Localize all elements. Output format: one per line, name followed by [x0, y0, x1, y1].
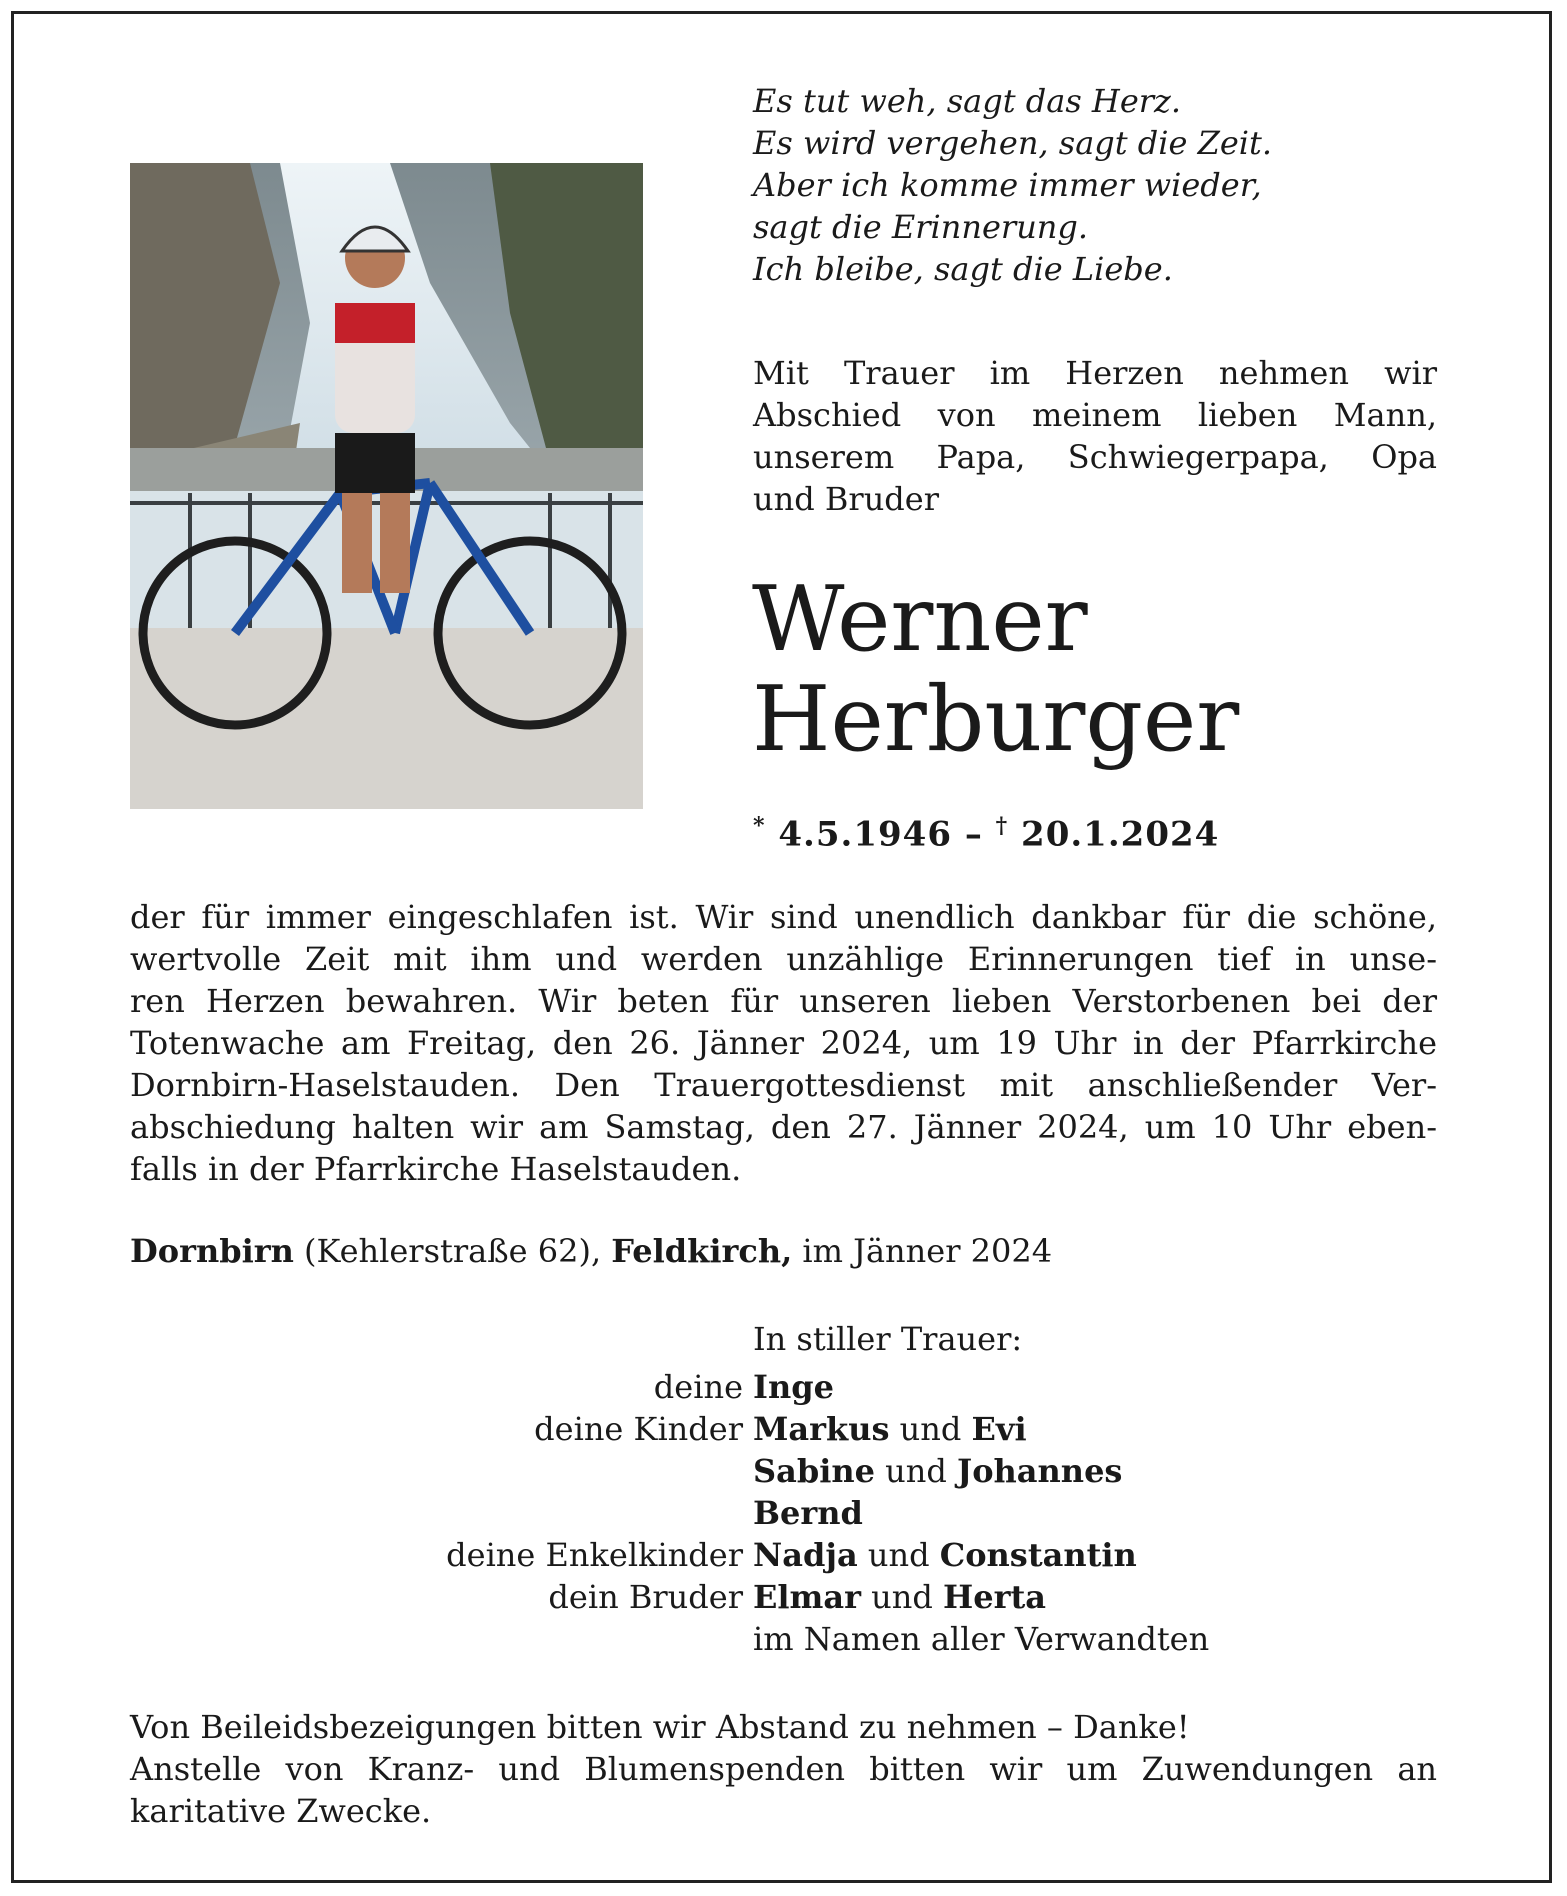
last-name: Herburger [752, 667, 1240, 772]
mourner-row [130, 1576, 1440, 1618]
death-mark: † [995, 813, 1009, 839]
body-line: abschiedung halten wir am Samstag, den 27. Jänner 2024, um 10 Uhr eben- [130, 1108, 1437, 1146]
mourner-names [753, 1576, 1046, 1618]
mourners-footer: im Namen aller Verwandten [753, 1620, 1210, 1658]
mourner-row [130, 1366, 1440, 1408]
mourner-row [130, 1450, 1440, 1492]
deceased-name [752, 567, 1240, 772]
poem-line: Es wird vergehen, sagt die Zeit. [753, 124, 1273, 162]
body-line: wertvolle Zeit mit ihm und werden unzählige Erinnerungen tief in unse- [130, 940, 1437, 978]
mourner-name: Elmar [753, 1578, 861, 1616]
mourner-name: Johannes [957, 1452, 1123, 1490]
mourner-names [753, 1450, 1122, 1492]
city-feldkirch: Feldkirch, [611, 1232, 793, 1270]
mourner-relation [130, 1450, 753, 1492]
mourner-relation [130, 1618, 753, 1660]
death-date: 20.1.2024 [1021, 814, 1220, 855]
closing-line: Von Beileidsbezeigungen bitten wir Abstand zu nehmen – Danke! [130, 1708, 1190, 1746]
body-line: ren Herzen bewahren. Wir beten für unseren lieben Verstorbenen bei der [130, 982, 1437, 1020]
mourner-row [130, 1492, 1440, 1534]
mourner-names [753, 1366, 834, 1408]
closing-line: karitative Zwecke. [130, 1792, 432, 1830]
month-year: im Jänner 2024 [792, 1232, 1053, 1270]
mourner-row [130, 1408, 1440, 1450]
intro-line: Abschied von meinem lieben Mann, [753, 396, 1437, 434]
closing-line: Anstelle von Kranz- und Blumenspenden bitten wir um Zuwendungen an [130, 1750, 1437, 1788]
mourner-row [130, 1534, 1440, 1576]
cyclist-photo-illustration [130, 163, 643, 809]
poem-line: Ich bleibe, sagt die Liebe. [753, 250, 1173, 288]
conjunction: und [861, 1578, 944, 1616]
body-paragraph [130, 896, 1437, 1190]
intro-line: Mit Trauer im Herzen nehmen wir [753, 354, 1437, 392]
life-dates [753, 813, 1219, 854]
mourners-heading: In stiller Trauer: [753, 1320, 1023, 1358]
mourner-relation: deine Enkelkinder [446, 1536, 743, 1574]
mourner-names [753, 1492, 863, 1534]
intro-paragraph [753, 352, 1437, 520]
mourner-names [753, 1408, 1027, 1450]
mourner-name: Nadja [753, 1536, 858, 1574]
closing-paragraph [130, 1706, 1437, 1832]
portrait-photo [130, 163, 643, 809]
poem-line: Aber ich komme immer wieder, [753, 166, 1262, 204]
date-separator: – [964, 814, 983, 855]
place-date-line [130, 1232, 1052, 1270]
mourner-name: Evi [971, 1410, 1027, 1448]
mourner-name: Inge [753, 1368, 834, 1406]
birth-mark: * [753, 813, 766, 839]
mourner-relation: deine Kinder [534, 1410, 743, 1448]
body-line: falls in der Pfarrkirche Haselstauden. [130, 1150, 742, 1188]
mourners-list [130, 1366, 1440, 1660]
intro-line: und Bruder [753, 480, 940, 518]
mourner-name: Bernd [753, 1494, 863, 1532]
mourner-names [753, 1534, 1137, 1576]
poem-line: sagt die Erinnerung. [753, 208, 1089, 246]
mourner-name: Constantin [939, 1536, 1137, 1574]
poem-line: Es tut weh, sagt das Herz. [753, 82, 1182, 120]
first-name: Werner [752, 567, 1088, 672]
intro-line: unserem Papa, Schwiegerpapa, Opa [753, 438, 1437, 476]
conjunction: und [857, 1536, 940, 1574]
mourner-row [130, 1618, 1440, 1660]
body-line: der für immer eingeschlafen ist. Wir sind unendlich dankbar für die schöne, [130, 898, 1437, 936]
mourner-relation [130, 1492, 753, 1534]
city-dornbirn: Dornbirn [130, 1232, 294, 1270]
mourner-name: Markus [753, 1410, 890, 1448]
mourner-name: Sabine [753, 1452, 875, 1490]
mourner-name: Herta [943, 1578, 1047, 1616]
body-line: Totenwache am Freitag, den 26. Jänner 2024, um 19 Uhr in der Pfarrkirche [130, 1024, 1437, 1062]
address: (Kehlerstraße 62), [293, 1232, 612, 1270]
mourner-relation: deine [653, 1368, 743, 1406]
body-line: Dornbirn-Haselstauden. Den Trauergottesdienst mit anschließender Ver- [130, 1066, 1437, 1104]
conjunction: und [875, 1452, 958, 1490]
poem [753, 80, 1453, 290]
mourner-relation: dein Bruder [548, 1578, 743, 1616]
conjunction: und [889, 1410, 972, 1448]
birth-date: 4.5.1946 [778, 814, 952, 855]
